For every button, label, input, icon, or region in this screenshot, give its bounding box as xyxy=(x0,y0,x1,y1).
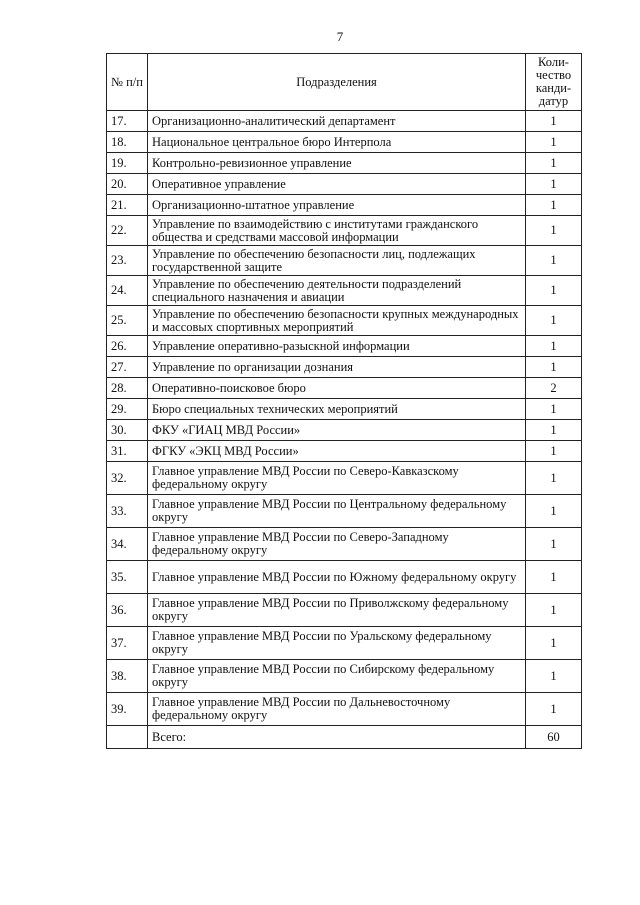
row-count: 1 xyxy=(526,399,582,420)
row-number: 38. xyxy=(107,660,148,693)
row-count: 1 xyxy=(526,174,582,195)
table-row xyxy=(107,357,582,378)
row-count: 1 xyxy=(526,276,582,306)
row-count: 1 xyxy=(526,132,582,153)
table-row xyxy=(107,660,582,693)
row-department: Организационно-штатное управление xyxy=(148,195,526,216)
row-department: ФГКУ «ЭКЦ МВД России» xyxy=(148,441,526,462)
row-number: 35. xyxy=(107,561,148,594)
row-number: 29. xyxy=(107,399,148,420)
row-count: 1 xyxy=(526,306,582,336)
row-number: 34. xyxy=(107,528,148,561)
row-number: 30. xyxy=(107,420,148,441)
row-department: Главное управление МВД России по Уральскому федеральному округу xyxy=(148,627,526,660)
row-department: Управление оперативно-разыскной информации xyxy=(148,336,526,357)
table-row xyxy=(107,111,582,132)
row-number: 28. xyxy=(107,378,148,399)
row-count: 1 xyxy=(526,462,582,495)
table-row xyxy=(107,561,582,594)
row-number: 25. xyxy=(107,306,148,336)
row-department: Главное управление МВД России по Приволжскому федеральному округу xyxy=(148,594,526,627)
table-row xyxy=(107,276,582,306)
row-count: 1 xyxy=(526,336,582,357)
row-department: Управление по обеспечению безопасности лиц, подлежащих государственной защите xyxy=(148,246,526,276)
table-row xyxy=(107,132,582,153)
table-row xyxy=(107,216,582,246)
candidates-table xyxy=(106,53,582,749)
total-count: 60 xyxy=(526,726,582,749)
row-department: Бюро специальных технических мероприятий xyxy=(148,399,526,420)
table-row xyxy=(107,174,582,195)
table-row xyxy=(107,399,582,420)
row-number: 24. xyxy=(107,276,148,306)
header-count-line: датур xyxy=(538,94,569,108)
row-department: Контрольно-ревизионное управление xyxy=(148,153,526,174)
header-count-line: Коли- xyxy=(538,55,569,69)
table-row xyxy=(107,246,582,276)
row-department: Организационно-аналитический департамент xyxy=(148,111,526,132)
row-department: Главное управление МВД России по Дальневосточному федеральному округу xyxy=(148,693,526,726)
table-row xyxy=(107,420,582,441)
total-empty-cell xyxy=(107,726,148,749)
row-count: 1 xyxy=(526,495,582,528)
row-department: Управление по взаимодействию с институтами гражданского общества и средствами массовой информации xyxy=(148,216,526,246)
row-department: Главное управление МВД России по Северо-Западному федеральному округу xyxy=(148,528,526,561)
header-num: № п/п xyxy=(107,54,148,111)
row-number: 23. xyxy=(107,246,148,276)
row-count: 1 xyxy=(526,660,582,693)
table-row xyxy=(107,627,582,660)
row-count: 1 xyxy=(526,627,582,660)
header-count-line: канди- xyxy=(535,81,572,95)
row-count: 1 xyxy=(526,441,582,462)
row-number: 20. xyxy=(107,174,148,195)
row-count: 1 xyxy=(526,216,582,246)
table-row xyxy=(107,594,582,627)
row-count: 2 xyxy=(526,378,582,399)
total-row xyxy=(107,726,582,749)
table-row xyxy=(107,336,582,357)
row-number: 21. xyxy=(107,195,148,216)
header-count xyxy=(526,54,582,111)
table-row xyxy=(107,153,582,174)
row-count: 1 xyxy=(526,594,582,627)
row-count: 1 xyxy=(526,528,582,561)
row-number: 19. xyxy=(107,153,148,174)
row-count: 1 xyxy=(526,693,582,726)
row-department: Оперативное управление xyxy=(148,174,526,195)
row-number: 31. xyxy=(107,441,148,462)
row-count: 1 xyxy=(526,153,582,174)
row-department: Главное управление МВД России по Сибирскому федеральному округу xyxy=(148,660,526,693)
row-department: Главное управление МВД России по Южному федеральному округу xyxy=(148,561,526,594)
row-department: Главное управление МВД России по Центральному федеральному округу xyxy=(148,495,526,528)
row-number: 33. xyxy=(107,495,148,528)
row-count: 1 xyxy=(526,246,582,276)
table-row xyxy=(107,693,582,726)
header-count-line: чество xyxy=(535,68,572,82)
row-number: 36. xyxy=(107,594,148,627)
row-department: Оперативно-поисковое бюро xyxy=(148,378,526,399)
row-department: Управление по организации дознания xyxy=(148,357,526,378)
row-number: 32. xyxy=(107,462,148,495)
table-row xyxy=(107,528,582,561)
row-number: 27. xyxy=(107,357,148,378)
row-count: 1 xyxy=(526,195,582,216)
row-count: 1 xyxy=(526,357,582,378)
row-number: 37. xyxy=(107,627,148,660)
row-number: 18. xyxy=(107,132,148,153)
row-department: Управление по обеспечению деятельности подразделений специального назначения и авиации xyxy=(148,276,526,306)
header-name: Подразделения xyxy=(148,54,526,111)
table-row xyxy=(107,462,582,495)
page-number: 7 xyxy=(336,29,344,44)
total-label: Всего: xyxy=(148,726,526,749)
row-count: 1 xyxy=(526,561,582,594)
row-department: Управление по обеспечению безопасности крупных международных и массовых спортивных мероприятий xyxy=(148,306,526,336)
table-row xyxy=(107,306,582,336)
table-row xyxy=(107,441,582,462)
row-number: 26. xyxy=(107,336,148,357)
row-count: 1 xyxy=(526,420,582,441)
row-number: 17. xyxy=(107,111,148,132)
table-row xyxy=(107,495,582,528)
table-header-row xyxy=(107,54,582,111)
row-count: 1 xyxy=(526,111,582,132)
table-row xyxy=(107,195,582,216)
row-number: 39. xyxy=(107,693,148,726)
row-department: ФКУ «ГИАЦ МВД России» xyxy=(148,420,526,441)
row-number: 22. xyxy=(107,216,148,246)
table-row xyxy=(107,378,582,399)
row-department: Национальное центральное бюро Интерпола xyxy=(148,132,526,153)
row-department: Главное управление МВД России по Северо-Кавказскому федеральному округу xyxy=(148,462,526,495)
